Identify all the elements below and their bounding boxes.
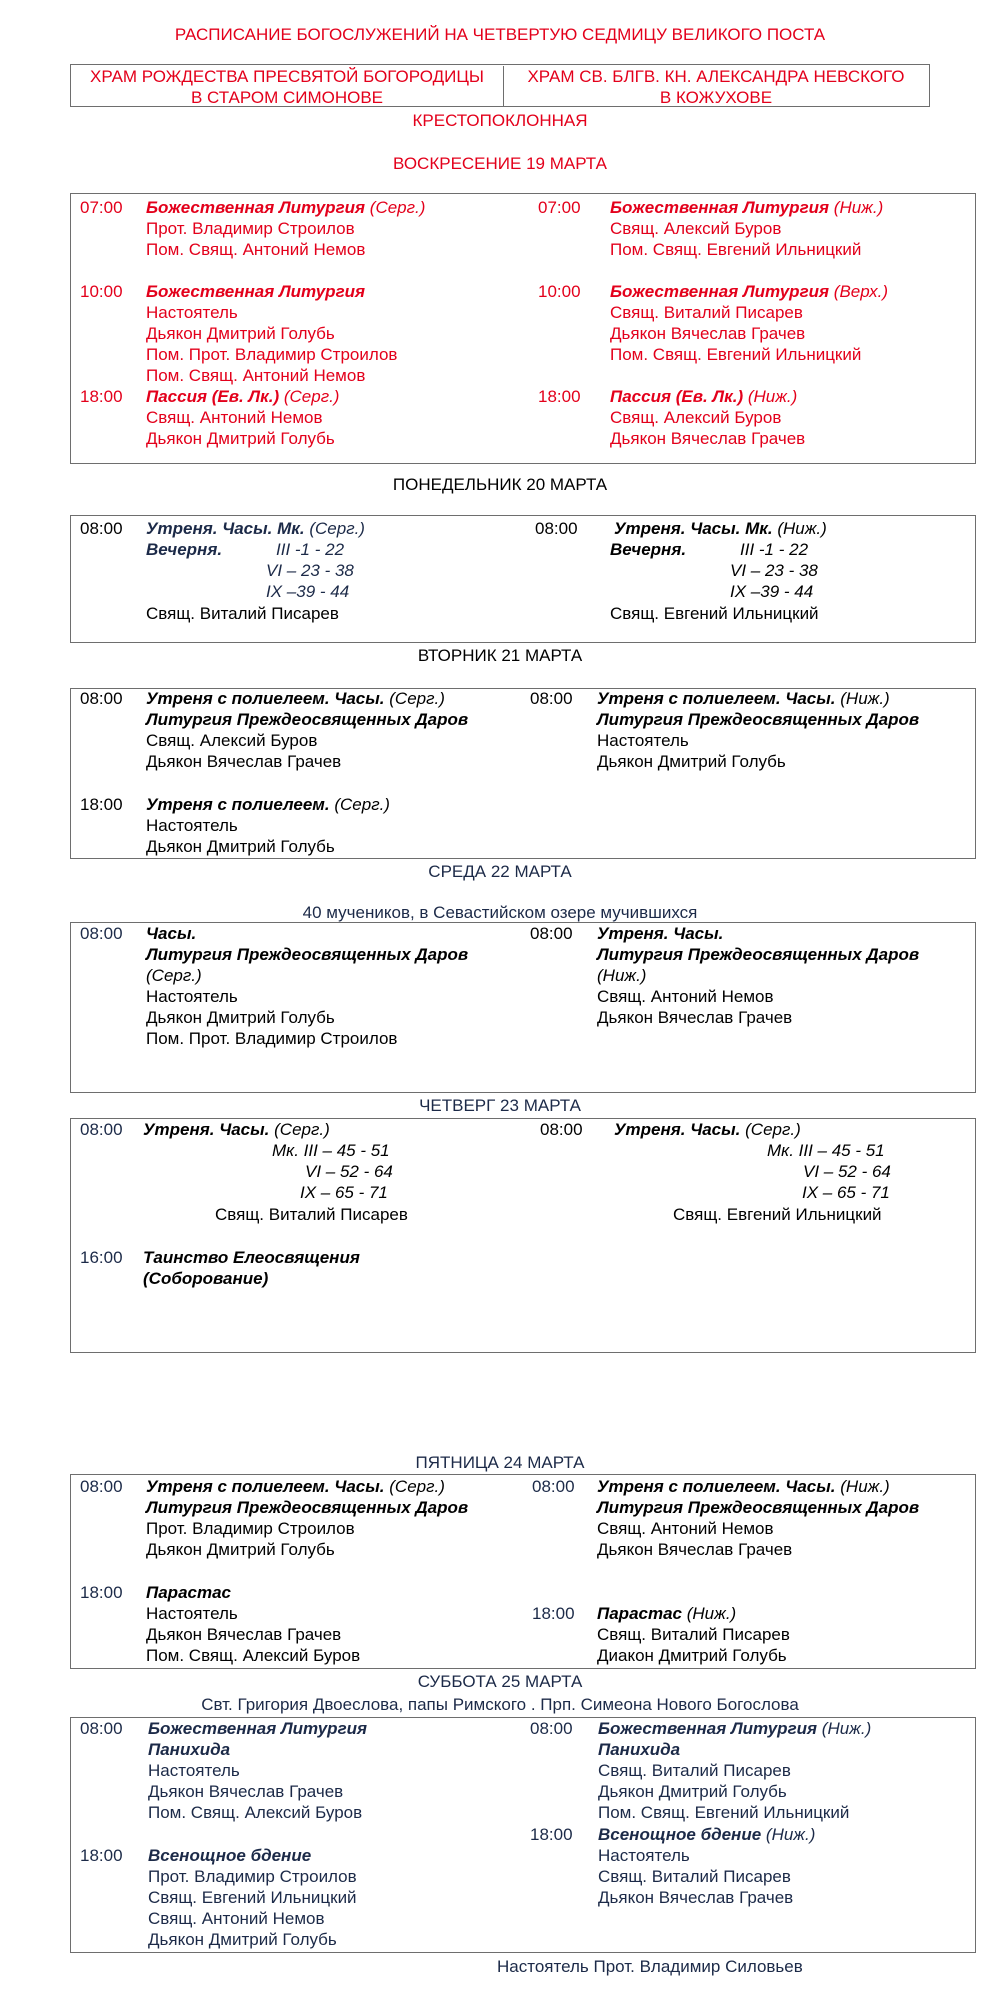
saturday-feast: Свт. Григория Двоеслова, папы Римского . Прп. Симеона Нового Богослова [201,1695,799,1714]
wednesday-date: СРЕДА 22 МАРТА [428,862,572,881]
tuesday-date: ВТОРНИК 21 МАРТА [417,646,583,665]
sunday-feast: КРЕСТОПОКЛОННАЯ [412,111,588,130]
sunday-date: ВОСКРЕСЕНИЕ 19 МАРТА [393,154,607,173]
saturday-date: СУББОТА 25 МАРТА [417,1672,583,1691]
thursday-date: ЧЕТВЕРГ 23 МАРТА [419,1096,581,1115]
wednesday-feast: 40 мучеников, в Севастийском озере мучившихся [302,903,698,922]
time: 08:00 [80,519,123,538]
monday-date: ПОНЕДЕЛЬНИК 20 МАРТА [392,475,608,494]
church-left: ХРАМ РОЖДЕСТВА ПРЕСВЯТОЙ БОГОРОДИЦЫ В СТАРОМ СИМОНОВЕ [71,66,504,106]
church-header [70,64,930,107]
friday-date: ПЯТНИЦА 24 МАРТА [415,1453,585,1472]
church-right: ХРАМ СВ. БЛГВ. КН. АЛЕКСАНДРА НЕВСКОГО В КОЖУХОВЕ [527,67,905,107]
page-title: РАСПИСАНИЕ БОГОСЛУЖЕНИЙ НА ЧЕТВЕРТУЮ СЕДМИЦУ ВЕЛИКОГО ПОСТА [174,25,826,44]
signature: Настоятель Прот. Владимир Силовьев [497,1957,803,1976]
